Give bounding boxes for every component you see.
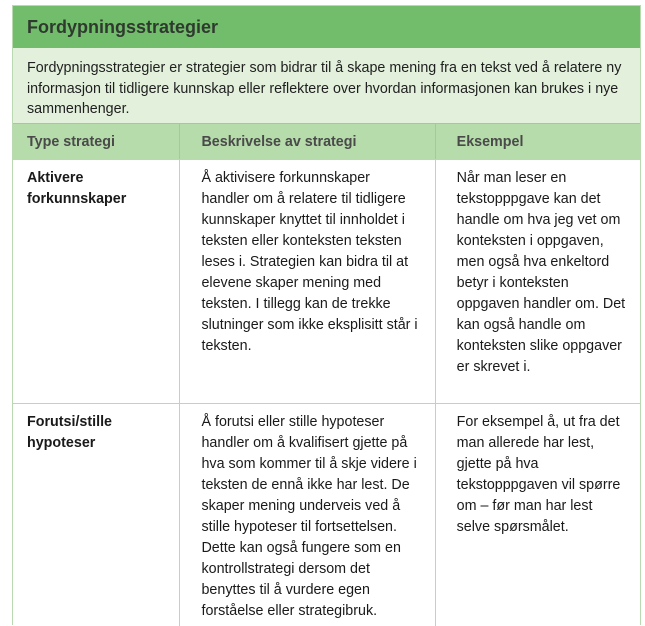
header-example: Eksempel [435, 124, 640, 159]
table-row [13, 403, 640, 626]
row-example: For eksempel å, ut fra det man allerede har lest, gjette på hva tekstopppgaven vil spørre om – før man har lest selve spørsmålet. [435, 404, 640, 626]
table-row [13, 159, 640, 403]
strategy-box [12, 5, 641, 625]
box-title-bar [13, 6, 640, 48]
box-title: Fordypningsstrategier [27, 16, 219, 37]
row-type: Forutsi/stille hypoteser [27, 414, 112, 451]
row-type: Aktivere forkunnskaper [27, 170, 127, 207]
row-example: Når man leser en tekstopppgave kan det handle om hva jeg vet om konteksten i oppgaven, men også hva enkeltord betyr i konteksten oppgaven handler om. Det kan også handle om konteksten slike oppgaver er skrevet i. [435, 160, 640, 403]
header-description: Beskrivelse av strategi [179, 124, 434, 159]
header-type: Type strategi [27, 133, 115, 150]
row-description: Å forutsi eller stille hypoteser handler om å kvalifisert gjette på hva som kommer til å skje videre i teksten de ennå ikke har lest. De skaper mening underveis ved å stille hypoteser til fortsettelsen. Dette kan også fungere som en kontrollstrategi dersom det benyttes til å vurdere egen forståelse eller strategibruk. [179, 404, 434, 626]
strategy-table [13, 123, 640, 626]
box-intro: Fordypningsstrategier er strategier som bidrar til å skape mening fra en tekst ved å relatere ny informasjon til tidligere kunnskap eller reflektere over hvordan informasjonen kan brukes i nye sammenhenger. [13, 48, 640, 123]
row-description: Å aktivisere forkunnskaper handler om å relatere til tidligere kunnskaper knyttet til innholdet i teksten eller konteksten teksten leses i. Strategien kan bidra til at elevene skaper mening med teksten. I tillegg kan de trekke slutninger som ikke eksplisitt står i teksten. [179, 160, 434, 403]
table-header-row [13, 123, 640, 159]
